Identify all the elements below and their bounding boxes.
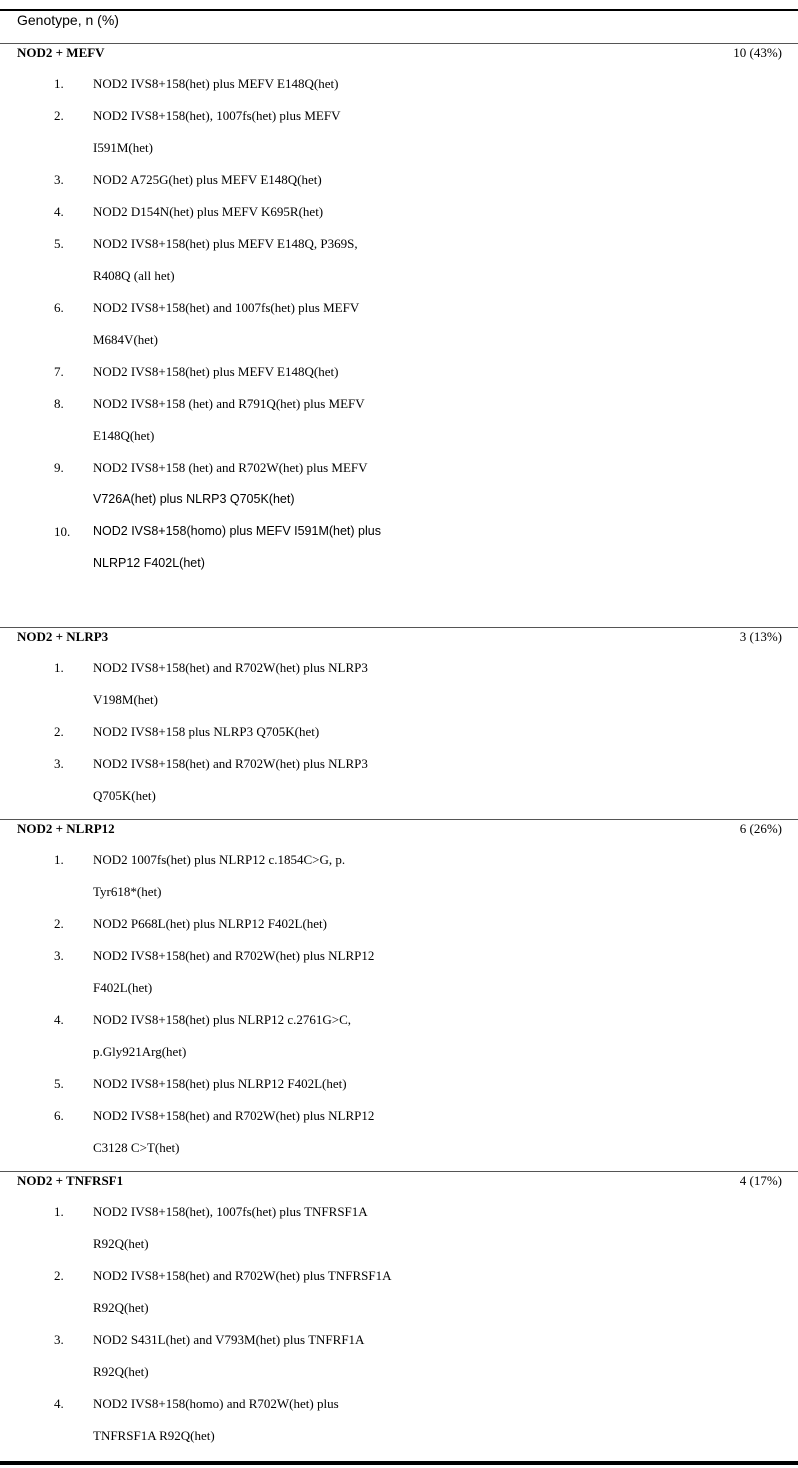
item-number: 4. [54, 204, 64, 219]
item-line: V198M(het) [93, 692, 158, 707]
item-line: R92Q(het) [93, 1364, 149, 1379]
table-header: Genotype, n (%) [17, 12, 119, 28]
section-count: 3 (13%) [739, 629, 782, 644]
item-line: NOD2 D154N(het) plus MEFV K695R(het) [93, 204, 324, 219]
item-line: TNFRSF1A R92Q(het) [93, 1428, 215, 1443]
item-number: 10. [54, 524, 71, 539]
item-number: 3. [54, 172, 64, 187]
item-number: 8. [54, 396, 64, 411]
item-line: NOD2 P668L(het) plus NLRP12 F402L(het) [93, 916, 327, 931]
item-line: NOD2 IVS8+158(het) and R702W(het) plus NLRP12 [93, 948, 375, 963]
item-line: Q705K(het) [93, 788, 156, 803]
item-number: 6. [54, 300, 64, 315]
item-number: 2. [54, 108, 64, 123]
item-line: NOD2 IVS8+158 plus NLRP3 Q705K(het) [93, 724, 320, 739]
item-number: 5. [54, 1076, 64, 1091]
item-number: 7. [54, 364, 64, 379]
item-number: 3. [54, 948, 64, 963]
item-line: NOD2 IVS8+158(homo) plus MEFV I591M(het) plus [93, 524, 381, 538]
item-line: NOD2 IVS8+158(het) plus MEFV E148Q, P369S, [93, 236, 358, 251]
item-line: NOD2 IVS8+158(het) plus NLRP12 F402L(het) [93, 1076, 347, 1091]
item-number: 6. [54, 1108, 64, 1123]
item-number: 3. [54, 756, 64, 771]
item-number: 2. [54, 1268, 64, 1283]
item-number: 5. [54, 236, 64, 251]
item-line: NOD2 IVS8+158(het) and R702W(het) plus NLRP12 [93, 1108, 375, 1123]
section-count: 10 (43%) [733, 45, 782, 60]
section-title: NOD2 + MEFV [17, 45, 105, 60]
section-rule [0, 1171, 798, 1172]
item-line: NOD2 IVS8+158(homo) and R702W(het) plus [93, 1396, 339, 1411]
item-line: E148Q(het) [93, 428, 155, 443]
section-count: 6 (26%) [739, 821, 782, 836]
item-number: 4. [54, 1396, 64, 1411]
item-number: 2. [54, 916, 64, 931]
item-line: NOD2 S431L(het) and V793M(het) plus TNFRF1A [93, 1332, 365, 1347]
item-line: NOD2 IVS8+158 (het) and R791Q(het) plus MEFV [93, 396, 365, 411]
section-rule [0, 43, 798, 44]
item-line: NOD2 A725G(het) plus MEFV E148Q(het) [93, 172, 322, 187]
item-line: NOD2 IVS8+158(het) plus MEFV E148Q(het) [93, 76, 339, 91]
item-number: 3. [54, 1332, 64, 1347]
item-line: p.Gly921Arg(het) [93, 1044, 187, 1059]
item-number: 1. [54, 76, 64, 91]
item-line: R92Q(het) [93, 1236, 149, 1251]
item-line: NOD2 IVS8+158(het) and R702W(het) plus NLRP3 [93, 756, 368, 771]
item-line: C3128 C>T(het) [93, 1140, 180, 1155]
section-rule [0, 627, 798, 628]
section-rule [0, 819, 798, 820]
item-line: NOD2 IVS8+158(het) plus NLRP12 c.2761G>C, [93, 1012, 352, 1027]
item-line: Tyr618*(het) [93, 884, 162, 899]
item-line: NOD2 IVS8+158(het) and 1007fs(het) plus MEFV [93, 300, 360, 315]
section-count: 4 (17%) [739, 1173, 782, 1188]
item-line: NOD2 IVS8+158(het), 1007fs(het) plus TNFRSF1A [93, 1204, 368, 1219]
item-line: R92Q(het) [93, 1300, 149, 1315]
item-line: NOD2 IVS8+158(het) plus MEFV E148Q(het) [93, 364, 339, 379]
section-title: NOD2 + NLRP3 [17, 629, 109, 644]
item-number: 9. [54, 460, 64, 475]
item-number: 2. [54, 724, 64, 739]
item-line: NOD2 1007fs(het) plus NLRP12 c.1854C>G, p. [93, 852, 346, 867]
item-line: I591M(het) [93, 140, 153, 155]
item-number: 1. [54, 852, 64, 867]
item-number: 1. [54, 660, 64, 675]
top-rule [0, 9, 798, 11]
item-line: M684V(het) [93, 332, 158, 347]
bottom-rule [0, 1461, 798, 1465]
item-line: NOD2 IVS8+158(het), 1007fs(het) plus MEFV [93, 108, 341, 123]
section-title: NOD2 + NLRP12 [17, 821, 115, 836]
item-number: 1. [54, 1204, 64, 1219]
item-line: NOD2 IVS8+158 (het) and R702W(het) plus MEFV [93, 460, 368, 475]
item-line: R408Q (all het) [93, 268, 175, 283]
item-line: NLRP12 F402L(het) [93, 556, 205, 570]
item-line: F402L(het) [93, 980, 153, 995]
item-line: NOD2 IVS8+158(het) and R702W(het) plus TNFRSF1A [93, 1268, 392, 1283]
item-line: NOD2 IVS8+158(het) and R702W(het) plus NLRP3 [93, 660, 368, 675]
item-line: V726A(het) plus NLRP3 Q705K(het) [93, 492, 295, 506]
section-title: NOD2 + TNFRSF1 [17, 1173, 124, 1188]
item-number: 4. [54, 1012, 64, 1027]
